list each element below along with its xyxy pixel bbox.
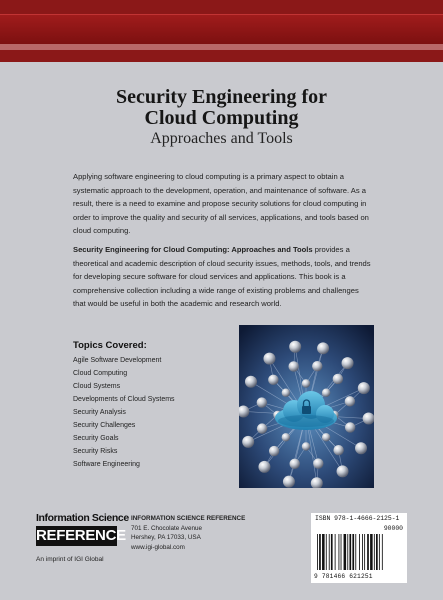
network-node (302, 379, 310, 387)
network-node (342, 357, 354, 369)
network-node (242, 436, 254, 448)
network-node (268, 375, 278, 385)
top-red-band-center (0, 14, 443, 46)
publisher-address-line-1: 701 E. Chocolate Avenue (131, 524, 202, 532)
topic-item: Cloud Computing (73, 370, 128, 377)
network-node (345, 396, 355, 406)
topic-item: Software Engineering (73, 461, 140, 468)
barcode-icon (315, 534, 403, 572)
description-paragraph-2-body: provides a theoretical and academic description of cloud security issues, methods, tools, and trends for developing secure software for cloud services and applications. This book is a comprehensive collection including a wide range of existing problems and challenges that would be useful in both the academic and research world. (73, 245, 371, 308)
network-node (317, 342, 329, 354)
network-node (288, 361, 298, 371)
network-node (257, 397, 267, 407)
network-node (258, 461, 270, 473)
network-node (355, 442, 367, 454)
topic-item: Security Analysis (73, 409, 126, 416)
topic-item: Agile Software Development (73, 357, 162, 364)
topic-item: Security Risks (73, 448, 118, 455)
network-node (245, 376, 257, 388)
barcode-number: 9 781466 621251 (314, 573, 373, 580)
publisher-address-block (131, 514, 245, 552)
network-node (313, 458, 323, 468)
network-node (282, 433, 290, 441)
publisher-logo (36, 512, 129, 550)
network-node (283, 476, 295, 488)
logo-text-top: Information Science (36, 512, 129, 524)
book-title-line-1: Security Engineering for (115, 86, 328, 108)
topic-item: Security Goals (73, 435, 119, 442)
logo-text-bottom: REFERENCE (36, 527, 126, 544)
network-node (290, 459, 300, 469)
publisher-website: www.igi-global.com (131, 543, 185, 551)
network-node (322, 433, 330, 441)
book-title-line-2: Cloud Computing (144, 107, 299, 129)
top-band-highlight (0, 44, 443, 50)
topic-item: Developments of Cloud Systems (73, 396, 175, 403)
publisher-address-line-2: Hershey, PA 17033, USA (131, 534, 201, 541)
network-node (358, 382, 370, 394)
book-subtitle: Approaches and Tools (150, 130, 293, 147)
cloud-network-illustration-icon (239, 325, 374, 488)
network-node (263, 353, 275, 365)
network-node (257, 423, 267, 433)
barcode-panel (311, 513, 407, 583)
isbn-label: ISBN 978-1-4666-2125-1 (315, 515, 400, 522)
network-node (333, 445, 343, 455)
network-node (282, 389, 290, 397)
publisher-name: INFORMATION SCIENCE REFERENCE (131, 515, 246, 522)
network-node (322, 389, 330, 397)
network-node (345, 422, 355, 432)
topic-item: Cloud Systems (73, 383, 121, 390)
description-paragraph-1: Applying software engineering to cloud computing is a primary aspect to obtain a systematic approach to the development, operation, and maintenance of software. As a result, there is a need to examine and propose security solutions for cloud computing in order to improve the quality and security of all services, applications, and tools based on cloud computing. (73, 172, 369, 235)
network-node (302, 442, 310, 450)
description-paragraph-2 (73, 243, 373, 311)
imprint-text: An imprint of IGI Global (36, 556, 104, 563)
description-paragraph-2-title: Security Engineering for Cloud Computing: Approaches and Tools (73, 245, 313, 254)
network-node (312, 361, 322, 371)
network-node (269, 446, 279, 456)
price-code: 90000 (383, 525, 403, 532)
network-node (337, 465, 349, 477)
topics-heading: Topics Covered: (73, 340, 147, 351)
topic-item: Security Challenges (73, 422, 136, 429)
network-node (289, 341, 301, 353)
network-node (333, 374, 343, 384)
